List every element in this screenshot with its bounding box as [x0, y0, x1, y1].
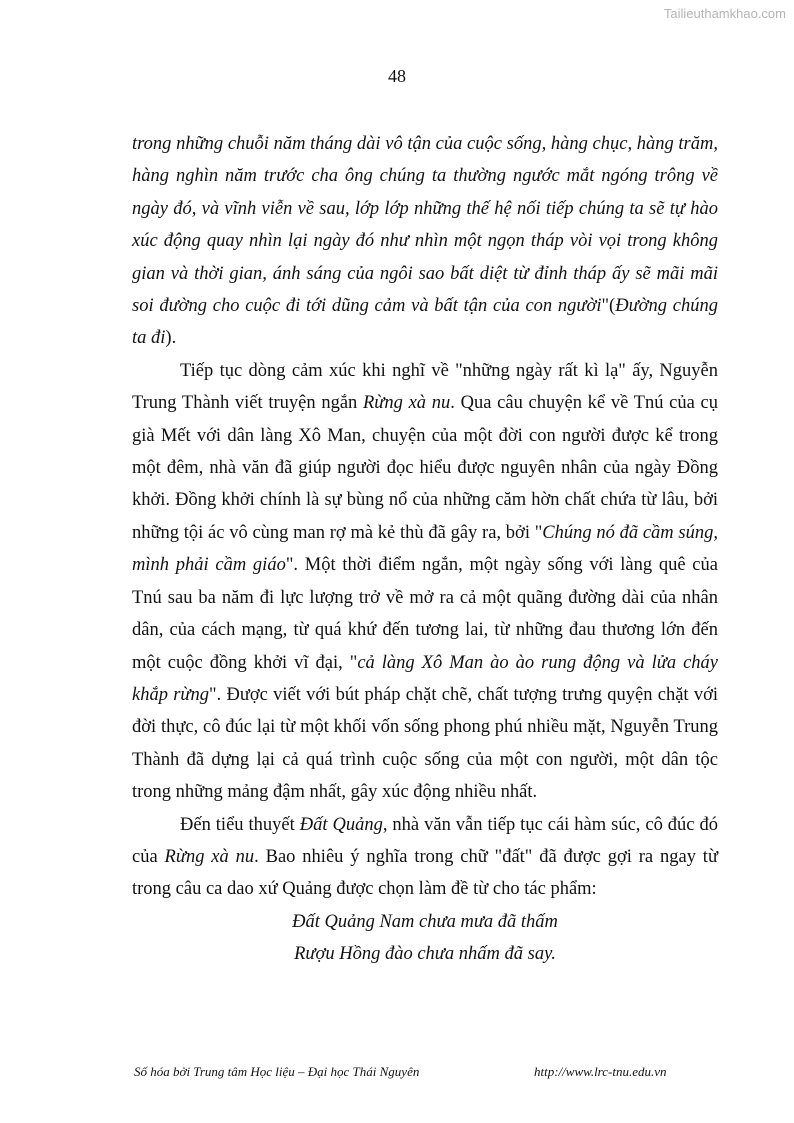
paragraph-3 [132, 809, 718, 906]
paragraph-2 [132, 355, 718, 809]
paragraph-3-title-2: Rừng xà nu [164, 846, 255, 867]
paragraph-1-source: Đường chúng ta đi [132, 296, 718, 349]
paragraph-2-title-1: Rừng xà nu [363, 393, 451, 414]
paragraph-1-close: ). [165, 328, 177, 349]
paragraph-2-quote-2: cả làng Xô Man ào ào rung động và lửa cháy khắp rừng [132, 652, 718, 705]
paragraph-1-quote-open: "( [601, 296, 616, 317]
paragraph-2-text-1: Tiếp tục dòng cảm xúc khi nghĩ về "những ngày rất kì lạ" ấy, Nguyễn Trung Thành viết truyện ngắn [132, 360, 718, 414]
watermark-text: Tailieuthamkhao.com [663, 6, 786, 21]
verse-line-1: Đất Quảng Nam chưa mưa đã thấm [292, 911, 558, 932]
paragraph-3-text-3: . Bao nhiêu ý nghĩa trong chữ "đất" đã được gợi ra ngay từ trong câu ca dao xứ Quảng được chọn làm đề từ cho tác phẩm: [132, 846, 718, 900]
document-body [132, 128, 718, 971]
paragraph-2-text-3: ". Một thời điểm ngắn, một ngày sống với làng quê của Tnú sau ba năm đi lực lượng trở về mở ra cả một quãng đường dài của nhân dân, của cách mạng, từ quá khứ đến tương lai, từ những đau thương lớn đến một cuộc đồng khởi vĩ đại, " [132, 555, 718, 673]
verse-line-2: Rượu Hồng đào chưa nhấm đã say. [294, 944, 556, 965]
footer-credit: Số hóa bởi Trung tâm Học liệu – Đại học Thái Nguyên [134, 1064, 420, 1079]
paragraph-3-text-1: Đến tiểu thuyết [180, 814, 300, 835]
footer-url: http://www.lrc-tnu.edu.vn [534, 1064, 667, 1079]
paragraph-2-quote-1: Chúng nó đã cầm súng, mình phải cầm giáo [132, 522, 718, 576]
paragraph-1-quote: trong những chuỗi năm tháng dài vô tận của cuộc sống, hàng chục, hàng trăm, hàng nghìn năm trước cha ông chúng ta thường ngước mắt ngóng trông về ngày đó, và vĩnh viễn về sau, lớp lớp những thế hệ nối tiếp chúng ta sẽ tự hào xúc động quay nhìn lại ngày đó như nhìn một ngọn tháp vòi vọi trong không gian và thời gian, ánh sáng của ngôi sao bất diệt từ đỉnh tháp ấy sẽ mãi mãi soi đường cho cuộc đi tới dũng cảm và bất tận của con người [132, 134, 718, 317]
paragraph-3-text-2: , nhà văn vẫn tiếp tục cái hàm súc, cô đúc đó của [132, 814, 718, 867]
paragraph-3-title-1: Đất Quảng [299, 814, 383, 835]
page-number: 48 [388, 66, 406, 86]
paragraph-2-text-2: . Qua câu chuyện kể về Tnú của cụ già Mết với dân làng Xô Man, chuyện của một đời con người được kể trong một đêm, nhà văn đã giúp người đọc hiểu được nguyên nhân của ngày Đồng khởi. Đồng khởi chính là sự bùng nổ của những căm hờn chất chứa từ lâu, bởi những tội ác vô cùng man rợ mà kẻ thù đã gây ra, bởi " [132, 393, 719, 543]
paragraph-1 [132, 128, 718, 355]
paragraph-2-text-4: ". Được viết với bút pháp chặt chẽ, chất tượng trưng quyện chặt với đời thực, cô đúc lại từ một khối vốn sống phong phú nhiều mặt, Nguyễn Trung Thành đã dựng lại cả quá trình cuộc sống của một con người, một dân tộc trong những mảng đậm nhất, gây xúc động nhiều nhất. [132, 684, 718, 803]
